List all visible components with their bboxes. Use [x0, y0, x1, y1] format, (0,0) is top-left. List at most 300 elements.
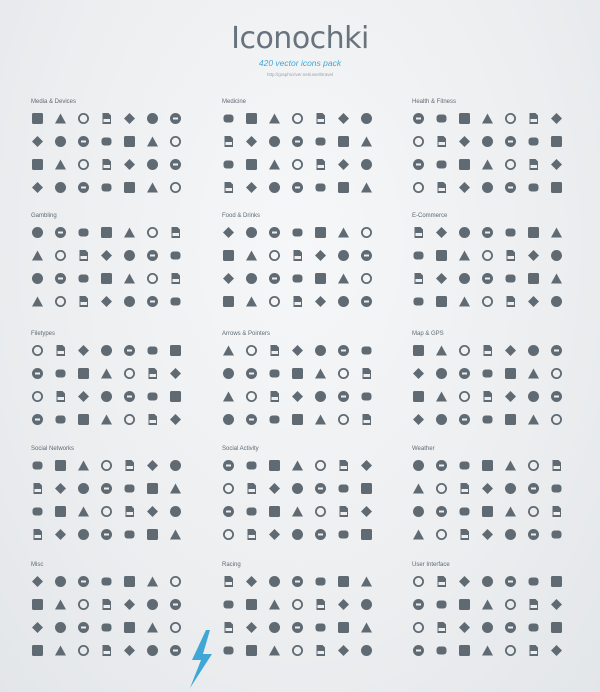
ambulance-icon: [360, 112, 373, 125]
route-icon: [458, 344, 471, 357]
ai-file-icon: [31, 344, 44, 357]
credit-card-icon: [435, 249, 448, 262]
monitor-misc-icon: [31, 575, 44, 588]
wind-icon: [458, 482, 471, 495]
eye-gamble-icon: [123, 226, 136, 239]
umbrella-icon: [412, 528, 425, 541]
icon-grid: [222, 575, 382, 657]
stumbleupon-icon: [100, 482, 113, 495]
yelp-icon: [146, 482, 159, 495]
twitter-icon: [54, 459, 67, 472]
hot-dog-icon: [222, 249, 235, 262]
moon-icon: [412, 482, 425, 495]
heartbeat-icon: [222, 181, 235, 194]
ice-cream-icon: [291, 272, 304, 285]
coffee-icon: [337, 249, 350, 262]
bus-icon: [412, 367, 425, 380]
cloud-icon: [54, 528, 67, 541]
road-icon: [268, 644, 281, 657]
coffee-pot-icon: [222, 295, 235, 308]
first-aid-kit-icon: [222, 112, 235, 125]
apple-icon: [412, 158, 425, 171]
tools-icon: [527, 390, 540, 403]
section-medicine: [222, 98, 382, 194]
sunset-icon: [481, 528, 494, 541]
txt-file-icon: [31, 367, 44, 380]
refresh-icon: [245, 390, 258, 403]
target-icon: [435, 413, 448, 426]
podium-icon: [268, 598, 281, 611]
section-misc: [31, 561, 191, 657]
bell-icon: [146, 621, 159, 634]
heart-icon: [504, 158, 517, 171]
cupcake-icon: [245, 272, 258, 285]
swf-file-icon: [146, 390, 159, 403]
tv-icon: [31, 112, 44, 125]
arrow-circle-left-icon: [291, 367, 304, 380]
fahrenheit-icon: [550, 459, 563, 472]
speedometer-icon: [222, 598, 235, 611]
mouse-icon: [169, 158, 182, 171]
hospital-icon: [222, 158, 235, 171]
die-five-icon: [100, 272, 113, 285]
chevron-double-left-icon: [314, 413, 327, 426]
ttf-file-icon: [123, 413, 136, 426]
user-icon: [245, 482, 258, 495]
clapboard-icon: [100, 135, 113, 148]
delicious-icon: [123, 482, 136, 495]
move-arrows-icon: [268, 413, 281, 426]
cake-icon: [360, 226, 373, 239]
fast-forward-icon: [360, 413, 373, 426]
cards-icon: [100, 226, 113, 239]
flask-icon: [245, 135, 258, 148]
barcode-icon: [481, 295, 494, 308]
youtube-icon: [31, 482, 44, 495]
caduceus-icon: [314, 135, 327, 148]
hot-badge-icon: [481, 272, 494, 285]
house-icon: [54, 598, 67, 611]
lock-icon: [481, 390, 494, 403]
section-title: Health & Fitness: [412, 99, 457, 105]
dumbbell-icon: [481, 112, 494, 125]
avocado-icon: [245, 249, 258, 262]
section-food-drinks: [222, 212, 382, 308]
mp3-file-icon: [100, 367, 113, 380]
undo-icon: [360, 367, 373, 380]
icon-grid: [412, 112, 572, 194]
compass-icon: [412, 344, 425, 357]
dribbble-icon: [77, 528, 90, 541]
sale-badge-icon: [504, 272, 517, 285]
linkedin-icon: [123, 459, 136, 472]
pound-icon: [504, 249, 517, 262]
user-add-icon: [291, 482, 304, 495]
celsius-icon: [527, 459, 540, 472]
id-card-icon: [77, 135, 90, 148]
header: [0, 22, 600, 78]
info-point-icon: [458, 413, 471, 426]
cursor-icon: [222, 344, 235, 357]
cash-register-icon: [481, 226, 494, 239]
chevron-double-right-icon: [337, 413, 350, 426]
fla-file-icon: [169, 390, 182, 403]
section-arrows-pointers: [222, 330, 382, 426]
checkered-flag-icon: [222, 575, 235, 588]
gauge-icon: [314, 644, 327, 657]
fuel-icon: [222, 621, 235, 634]
grid-icon: [550, 598, 563, 611]
snowflake-icon: [412, 505, 425, 518]
zip-file-type-icon: [77, 367, 90, 380]
author-url[interactable]: http://graphicriver.net/user/Bravel: [266, 72, 334, 77]
columns-icon: [550, 621, 563, 634]
section-title: Media & Devices: [31, 99, 77, 105]
rss-icon: [146, 459, 159, 472]
drink-icon: [268, 295, 281, 308]
section-racing: [222, 561, 382, 657]
spade-2-icon: [123, 272, 136, 285]
traffic-light-icon: [314, 598, 327, 611]
magnet-icon: [77, 621, 90, 634]
svg-file-icon: [169, 413, 182, 426]
section-e-commerce: [412, 212, 572, 308]
window-icon: [169, 112, 182, 125]
icon-grid: [31, 112, 191, 194]
mov-file-icon: [146, 367, 159, 380]
cola-icon: [360, 272, 373, 285]
trash-icon: [435, 598, 448, 611]
trophy-icon: [169, 644, 182, 657]
tea-cup-icon: [360, 249, 373, 262]
dll-file-icon: [100, 413, 113, 426]
yen-icon: [527, 249, 540, 262]
calculator-misc-icon: [169, 621, 182, 634]
euro-icon: [481, 249, 494, 262]
rain-icon: [481, 482, 494, 495]
toast-icon: [337, 272, 350, 285]
taxi-icon: [550, 367, 563, 380]
photo-social-icon: [291, 528, 304, 541]
section-media-devices: [31, 98, 191, 194]
tie-icon: [100, 644, 113, 657]
ppt-file-icon: [31, 413, 44, 426]
die-four-icon: [146, 272, 159, 285]
wallet-icon: [550, 226, 563, 239]
htm-file-icon: [31, 390, 44, 403]
shopping-cart-icon: [412, 226, 425, 239]
cursor-2-icon: [268, 344, 281, 357]
cloud-icon-2: [550, 482, 563, 495]
trophy-racing-icon: [268, 575, 281, 588]
slot-machine-icon: [77, 226, 90, 239]
align-justify-icon: [458, 644, 471, 657]
puzzle-icon: [123, 644, 136, 657]
palette-icon: [169, 575, 182, 588]
gamepad-icon: [146, 112, 159, 125]
section-title: User Interface: [412, 562, 450, 568]
cassette-icon: [100, 158, 113, 171]
tablet-icon: [31, 135, 44, 148]
shorts-icon: [458, 158, 471, 171]
printer-icon: [504, 621, 517, 634]
sunrise-icon: [458, 528, 471, 541]
scalpel-icon: [360, 135, 373, 148]
star-icon: [245, 505, 258, 518]
half-moon-icon: [504, 528, 517, 541]
info-icon: [458, 272, 471, 285]
shopping-basket-icon: [435, 226, 448, 239]
sun-icon: [412, 459, 425, 472]
icon-grid: [222, 344, 382, 426]
snow-cloud-icon: [504, 482, 517, 495]
engine-icon: [268, 621, 281, 634]
list-icon: [412, 621, 425, 634]
clover-icon: [31, 272, 44, 285]
milk-icon: [291, 295, 304, 308]
camera-point-icon: [504, 413, 517, 426]
js-file-icon: [100, 390, 113, 403]
icon-grid: [412, 575, 572, 657]
basketball-icon: [435, 158, 448, 171]
keyboard-icon: [123, 158, 136, 171]
stamp-icon: [527, 598, 540, 611]
ball-icon: [550, 158, 563, 171]
hotel-icon: [481, 367, 494, 380]
helmet-2-icon: [337, 598, 350, 611]
user-remove-icon: [268, 482, 281, 495]
pushup-icon: [435, 181, 448, 194]
finish-line-icon: [360, 575, 373, 588]
key-icon: [31, 621, 44, 634]
cherries-icon: [77, 295, 90, 308]
pinterest-icon: [77, 459, 90, 472]
section-title: Map & GPS: [412, 331, 444, 337]
arrow-up-icon: [314, 367, 327, 380]
page-subtitle: 420 vector icons pack: [258, 58, 342, 68]
dish-icon: [245, 226, 258, 239]
jpg-file-icon: [100, 344, 113, 357]
text-icon: [504, 598, 517, 611]
crop-icon: [458, 621, 471, 634]
rar-file-icon: [54, 413, 67, 426]
pizza-icon: [222, 272, 235, 285]
comment-icon: [222, 528, 235, 541]
loudspeaker-icon: [123, 598, 136, 611]
pdf-file-icon: [123, 344, 136, 357]
globe-icon: [54, 181, 67, 194]
burger-icon: [268, 249, 281, 262]
search-icon: [337, 482, 350, 495]
no-smoking-icon: [481, 135, 494, 148]
heart-outline-icon: [360, 459, 373, 472]
contact-card-icon: [77, 158, 90, 171]
disc-icon: [123, 181, 136, 194]
speaker-icon: [54, 112, 67, 125]
location-pin-icon: [458, 390, 471, 403]
wine-glass-icon: [314, 249, 327, 262]
dna-icon: [360, 158, 373, 171]
section-health-fitness: [412, 98, 572, 194]
test-tube-icon: [291, 181, 304, 194]
css-file-icon: [54, 390, 67, 403]
section-user-interface: [412, 561, 572, 657]
martini-icon: [360, 295, 373, 308]
piggy-bank-icon: [77, 598, 90, 611]
flag-wind-icon: [527, 528, 540, 541]
image-icon: [54, 575, 67, 588]
icon-grid: [412, 226, 572, 308]
sync-icon: [268, 390, 281, 403]
icon-grid: [222, 459, 382, 541]
pin-icon: [412, 390, 425, 403]
icon-grid: [31, 344, 191, 426]
microscope-icon: [245, 181, 258, 194]
avi-file-icon: [123, 367, 136, 380]
kettlebell-icon: [504, 112, 517, 125]
steering-wheel-icon: [314, 621, 327, 634]
briefcase-icon: [146, 575, 159, 588]
equalizer-icon: [123, 135, 136, 148]
gear-shift-icon: [245, 621, 258, 634]
facebook-icon: [31, 459, 44, 472]
jar-icon: [527, 112, 540, 125]
calculator-icon: [527, 226, 540, 239]
meditation-icon: [504, 135, 517, 148]
section-social-networks: [31, 445, 191, 541]
runner-icon: [481, 181, 494, 194]
wheel-racing-icon: [314, 575, 327, 588]
bar-sign-icon: [54, 295, 67, 308]
tennis-icon: [481, 158, 494, 171]
die-six-icon: [169, 272, 182, 285]
hourglass-icon: [31, 644, 44, 657]
paint-roller-icon: [527, 575, 540, 588]
driver-icon: [245, 598, 258, 611]
car-front-icon: [222, 644, 235, 657]
stopwatch-icon: [412, 135, 425, 148]
layout-icon: [435, 621, 448, 634]
flag-icon: [481, 344, 494, 357]
die-three-icon: [77, 272, 90, 285]
medal-icon: [337, 621, 350, 634]
scale-icon: [550, 112, 563, 125]
piggy-icon: [100, 598, 113, 611]
globe-map-icon: [435, 390, 448, 403]
hand-grab-icon: [291, 344, 304, 357]
section-map-gps: [412, 330, 572, 426]
cyclist-icon: [527, 135, 540, 148]
section-title: Gambling: [31, 213, 57, 219]
arrow-left-icon: [360, 344, 373, 357]
section-title: Arrows & Pointers: [222, 331, 271, 337]
mortar-icon: [337, 181, 350, 194]
pill-bottle-icon: [291, 158, 304, 171]
flickr-icon: [54, 482, 67, 495]
folder-icon: [458, 598, 471, 611]
cd-icon: [54, 158, 67, 171]
download-circle-icon: [291, 390, 304, 403]
globe-social-icon: [360, 528, 373, 541]
xls-file-icon: [54, 367, 67, 380]
die-one-icon: [100, 249, 113, 262]
signpost-icon: [504, 344, 517, 357]
icon-grid: [31, 226, 191, 308]
lifebuoy-icon: [412, 112, 425, 125]
section-title: Filetypes: [31, 331, 56, 337]
shop-icon: [412, 249, 425, 262]
bookmark-icon: [337, 528, 350, 541]
cloud-moon-icon: [550, 528, 563, 541]
calendar-social-icon: [314, 528, 327, 541]
lightning-icon: [504, 505, 517, 518]
vaccine-icon: [314, 181, 327, 194]
group-icon: [314, 482, 327, 495]
money-bills-icon: [123, 295, 136, 308]
pot-icon: [337, 226, 350, 239]
tube-icon: [291, 112, 304, 125]
swimmer-icon: [435, 112, 448, 125]
horseshoe-icon: [169, 226, 182, 239]
mail-icon: [337, 459, 350, 472]
vimeo-icon: [77, 482, 90, 495]
star-outline-icon: [268, 505, 281, 518]
arrow-down-icon: [337, 367, 350, 380]
headphones-icon: [146, 158, 159, 171]
wc-icon: [504, 390, 517, 403]
lastfm-icon: [146, 528, 159, 541]
wheelchair-icon: [314, 158, 327, 171]
skype-icon: [31, 505, 44, 518]
cloudy-icon: [458, 459, 471, 472]
cup-icon: [268, 135, 281, 148]
camera-icon: [100, 112, 113, 125]
inbox-icon: [481, 621, 494, 634]
section-filetypes: [31, 330, 191, 426]
buy-badge-icon: [412, 272, 425, 285]
snow-icon: [458, 505, 471, 518]
pen-icon: [435, 575, 448, 588]
coins-stack-icon: [527, 295, 540, 308]
motorbike-icon: [245, 644, 258, 657]
upload-icon: [314, 390, 327, 403]
train-icon: [435, 367, 448, 380]
map-pin-2-icon: [550, 413, 563, 426]
finish-gate-icon: [291, 644, 304, 657]
thumbs-down-icon: [245, 459, 258, 472]
icon-grid: [412, 344, 572, 426]
gift-icon: [504, 226, 517, 239]
person-pin-icon: [527, 344, 540, 357]
bandage-icon: [268, 158, 281, 171]
tooth-icon: [245, 112, 258, 125]
download-icon: [314, 344, 327, 357]
section-title: Racing: [222, 562, 241, 568]
diamond-icon: [146, 598, 159, 611]
blogger-icon: [54, 505, 67, 518]
chat-icon: [291, 459, 304, 472]
stethoscope-icon: [337, 112, 350, 125]
eye-icon: [337, 135, 350, 148]
align-center-icon: [435, 644, 448, 657]
share-icon: [291, 505, 304, 518]
tornado-icon: [527, 505, 540, 518]
digg-icon: [100, 459, 113, 472]
heart-suit-icon: [77, 249, 90, 262]
arrow-circle-3-icon: [245, 413, 258, 426]
percent-icon: [412, 295, 425, 308]
section-social-activity: [222, 445, 382, 541]
